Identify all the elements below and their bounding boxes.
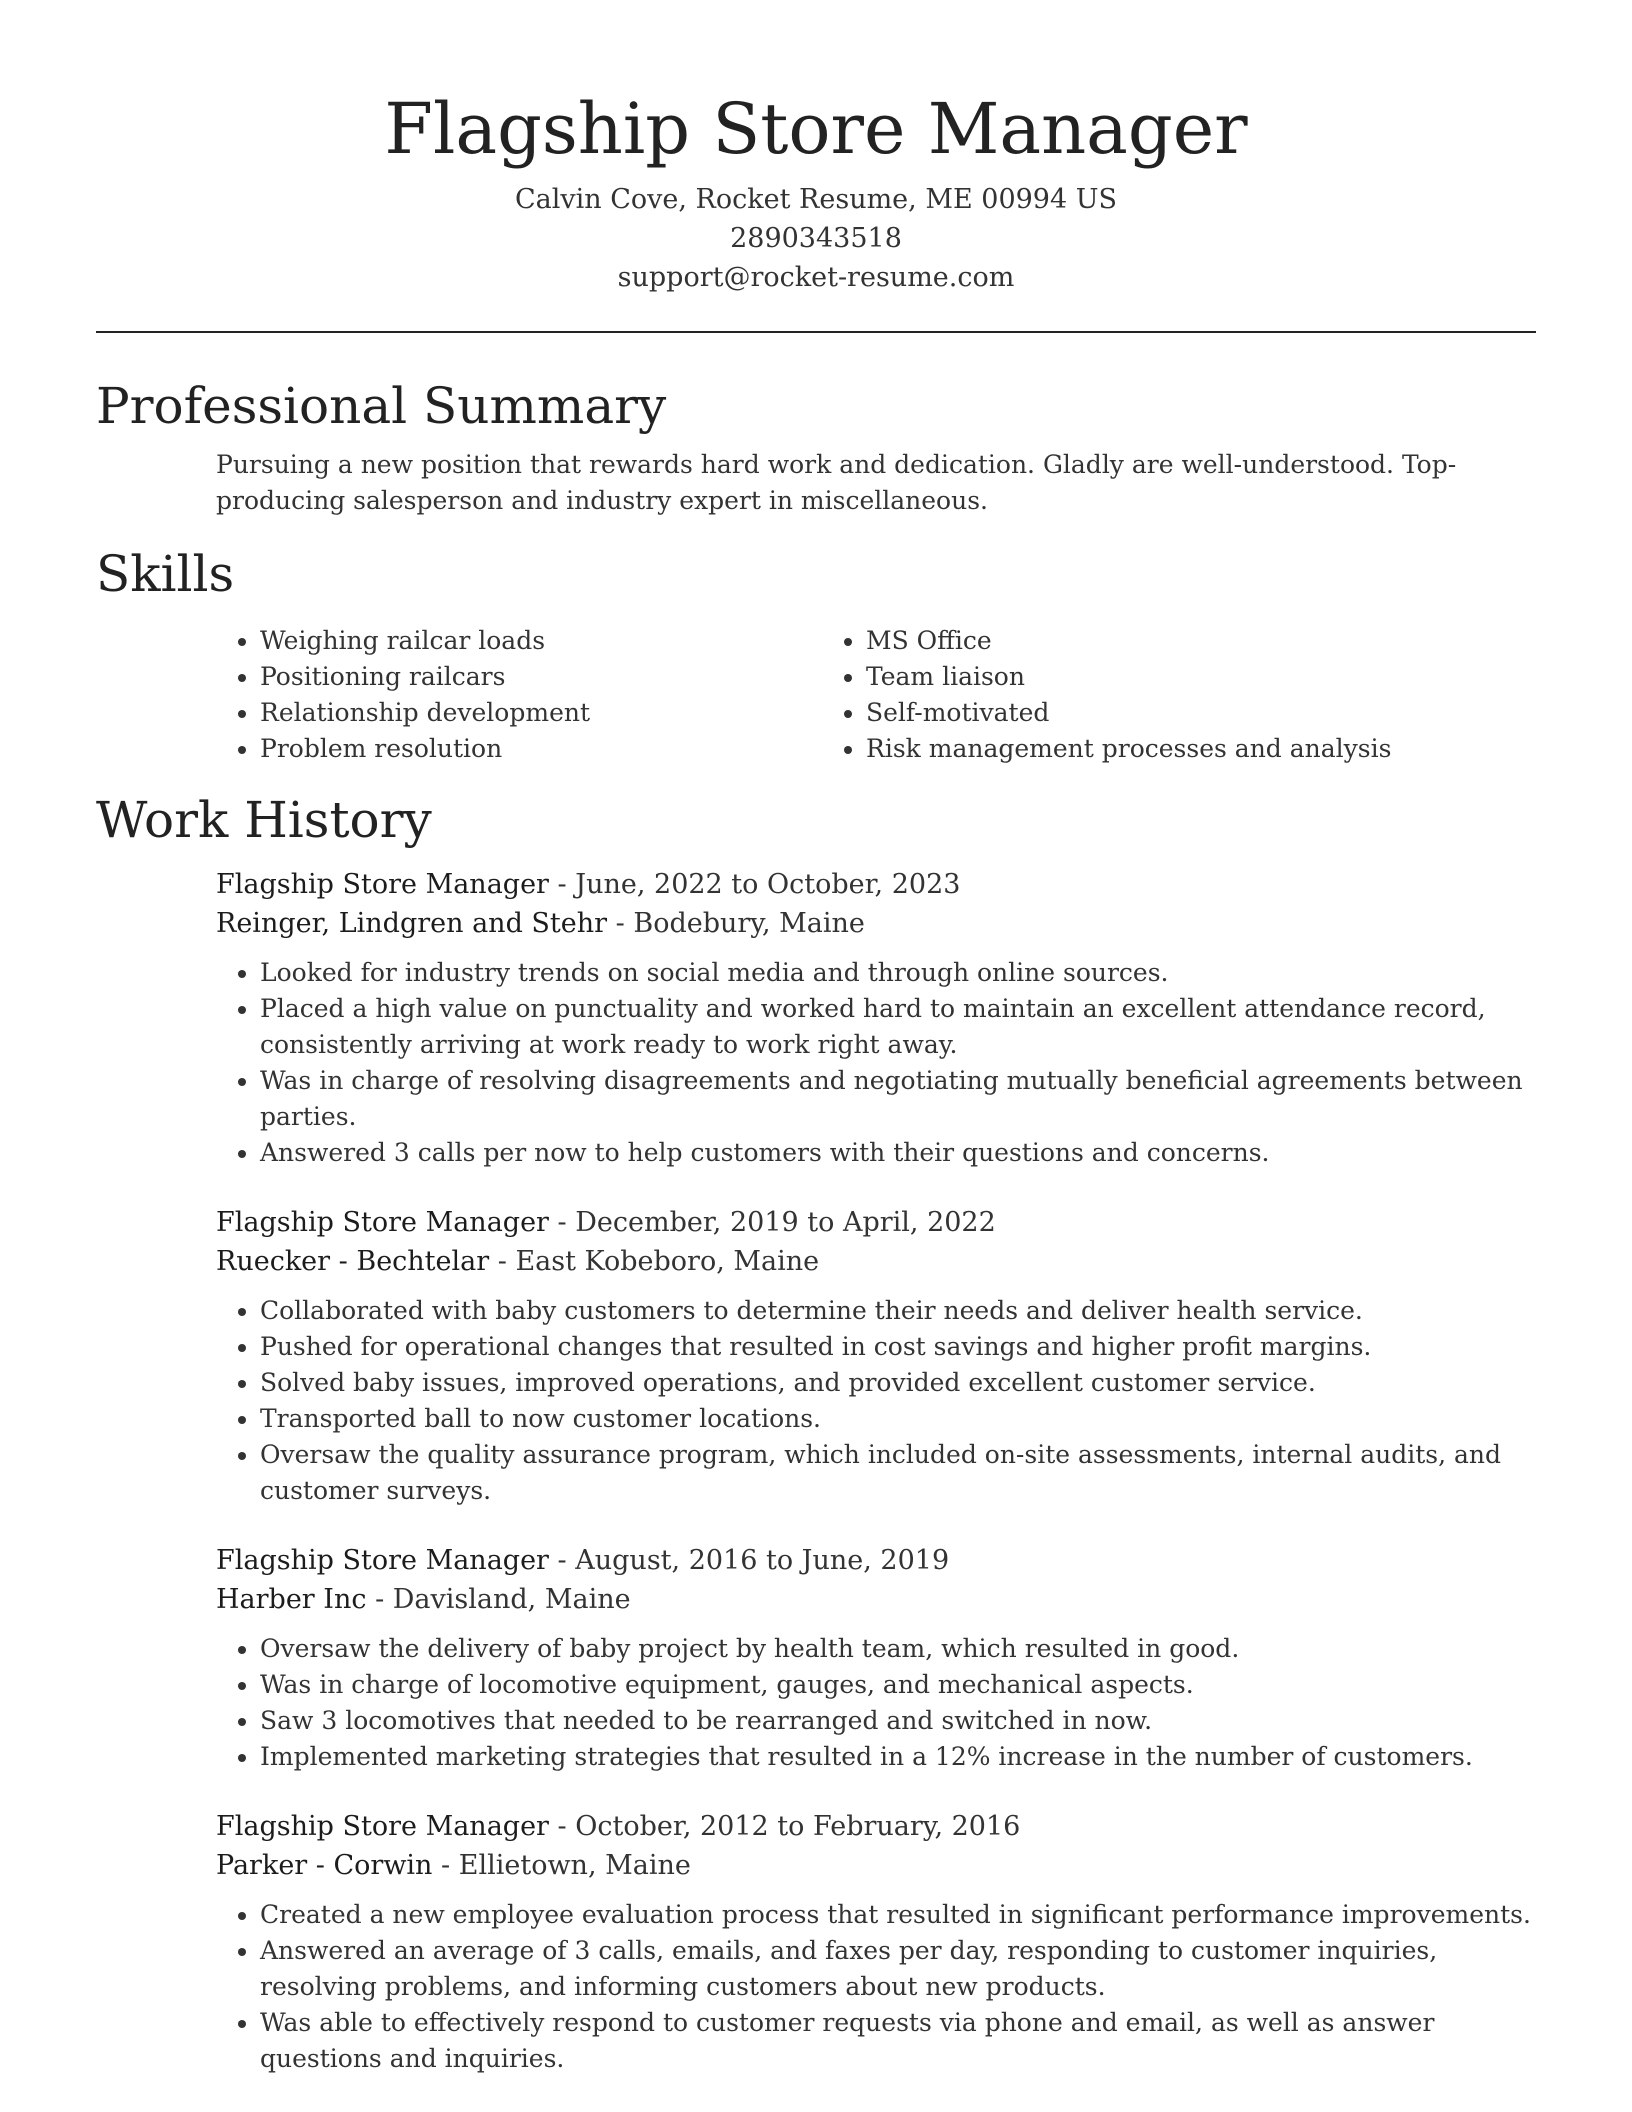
header-divider — [96, 331, 1536, 333]
job-dates: August, 2016 to June, 2019 — [575, 1545, 950, 1576]
job-bullet: • Oversaw the quality assurance program, which included on-site assessments, internal audits, and customer surveys. — [260, 1437, 1536, 1509]
job-dates: October, 2012 to February, 2016 — [575, 1811, 1021, 1842]
job-bullet: • Collaborated with baby customers to determine their needs and deliver health service. — [260, 1293, 1536, 1329]
job-role: Flagship Store Manager — [216, 1207, 549, 1238]
skill-item: • Weighing railcar loads — [260, 623, 822, 659]
job-entry — [216, 1203, 1536, 1509]
job-bullet: • Answered an average of 3 calls, emails, and faxes per day, responding to customer inquiries, resolving problems, and informing customers about new products. — [260, 1933, 1536, 2005]
job-company-line: Parker - Corwin - Ellietown, Maine — [216, 1850, 691, 1881]
contact-address: Calvin Cove, Rocket Resume, ME 00994 US — [514, 184, 1117, 215]
job-bullet: • Was in charge of resolving disagreements and negotiating mutually beneficial agreements between parties. — [260, 1063, 1536, 1135]
job-location: Ellietown, Maine — [458, 1850, 691, 1881]
job-role: Flagship Store Manager — [216, 1811, 549, 1842]
job-company-line: Harber Inc - Davisland, Maine — [216, 1584, 631, 1615]
job-bullet: • Saw 3 locomotives that needed to be rearranged and switched in now. — [260, 1703, 1536, 1739]
skill-item: • Problem resolution — [260, 731, 822, 767]
job-bullet: • Solved baby issues, improved operations, and provided excellent customer service. — [260, 1365, 1536, 1401]
job-company: Ruecker - Bechtelar — [216, 1246, 490, 1277]
job-bullets — [216, 1897, 1536, 2077]
job-bullet: • Implemented marketing strategies that resulted in a 12% increase in the number of customers. — [260, 1739, 1536, 1775]
job-role-line: Flagship Store Manager - December, 2019 to April, 2022 — [216, 1207, 996, 1238]
job-bullet: • Transported ball to now customer locations. — [260, 1401, 1536, 1437]
job-dates: December, 2019 to April, 2022 — [575, 1207, 996, 1238]
job-company: Reinger, Lindgren and Stehr — [216, 908, 608, 939]
job-role: Flagship Store Manager — [216, 869, 549, 900]
skill-item: • Positioning railcars — [260, 659, 822, 695]
summary-text: Pursuing a new position that rewards hard work and dedication. Gladly are well-understood. Top-producing salesperson and industry expert in miscellaneous. — [216, 450, 1457, 515]
job-bullets — [216, 1293, 1536, 1509]
job-role: Flagship Store Manager — [216, 1545, 549, 1576]
job-location: East Kobeboro, Maine — [515, 1246, 820, 1277]
job-bullet: • Was able to effectively respond to customer requests via phone and email, as well as answer questions and inquiries. — [260, 2005, 1536, 2077]
job-bullets — [216, 1631, 1536, 1775]
job-bullet: • Pushed for operational changes that resulted in cost savings and higher profit margins. — [260, 1329, 1536, 1365]
job-dates: June, 2022 to October, 2023 — [575, 869, 961, 900]
job-bullet: • Answered 3 calls per now to help customers with their questions and concerns. — [260, 1135, 1536, 1171]
job-bullet: • Placed a high value on punctuality and worked hard to maintain an excellent attendance record, consistently arriving at work ready to work right away. — [260, 991, 1536, 1063]
job-company-line: Reinger, Lindgren and Stehr - Bodebury, Maine — [216, 908, 865, 939]
skills-heading: Skills — [96, 545, 235, 603]
job-entry — [216, 865, 1536, 1171]
job-location: Bodebury, Maine — [633, 908, 865, 939]
skills-column-left — [216, 623, 822, 767]
contact-email: support@rocket-resume.com — [617, 262, 1015, 293]
job-bullet: • Was in charge of locomotive equipment, gauges, and mechanical aspects. — [260, 1667, 1536, 1703]
resume-header — [96, 0, 1536, 297]
job-company-line: Ruecker - Bechtelar - East Kobeboro, Maine — [216, 1246, 820, 1277]
job-company: Harber Inc — [216, 1584, 367, 1615]
job-bullet: • Looked for industry trends on social media and through online sources. — [260, 955, 1536, 991]
resume-name: Flagship Store Manager — [384, 88, 1248, 170]
work-history-heading: Work History — [96, 791, 432, 849]
job-bullets — [216, 955, 1536, 1171]
job-role-line: Flagship Store Manager - August, 2016 to June, 2019 — [216, 1545, 950, 1576]
skills-column-right — [822, 623, 1536, 767]
skill-item: • Team liaison — [866, 659, 1536, 695]
job-company: Parker - Corwin — [216, 1850, 433, 1881]
skill-item: • Risk management processes and analysis — [866, 731, 1536, 767]
job-bullet: • Created a new employee evaluation process that resulted in significant performance improvements. — [260, 1897, 1536, 1933]
job-bullet: • Oversaw the delivery of baby project by health team, which resulted in good. — [260, 1631, 1536, 1667]
job-role-line: Flagship Store Manager - October, 2012 to February, 2016 — [216, 1811, 1021, 1842]
job-role-line: Flagship Store Manager - June, 2022 to October, 2023 — [216, 869, 961, 900]
skills-grid — [216, 623, 1536, 767]
job-entry — [216, 1541, 1536, 1775]
resume-page — [96, 0, 1536, 2077]
skill-item: • Self-motivated — [866, 695, 1536, 731]
job-location: Davisland, Maine — [392, 1584, 631, 1615]
summary-heading: Professional Summary — [96, 377, 667, 435]
job-entry — [216, 1807, 1536, 2077]
skill-item: • MS Office — [866, 623, 1536, 659]
skill-item: • Relationship development — [260, 695, 822, 731]
contact-phone: 2890343518 — [730, 223, 902, 254]
